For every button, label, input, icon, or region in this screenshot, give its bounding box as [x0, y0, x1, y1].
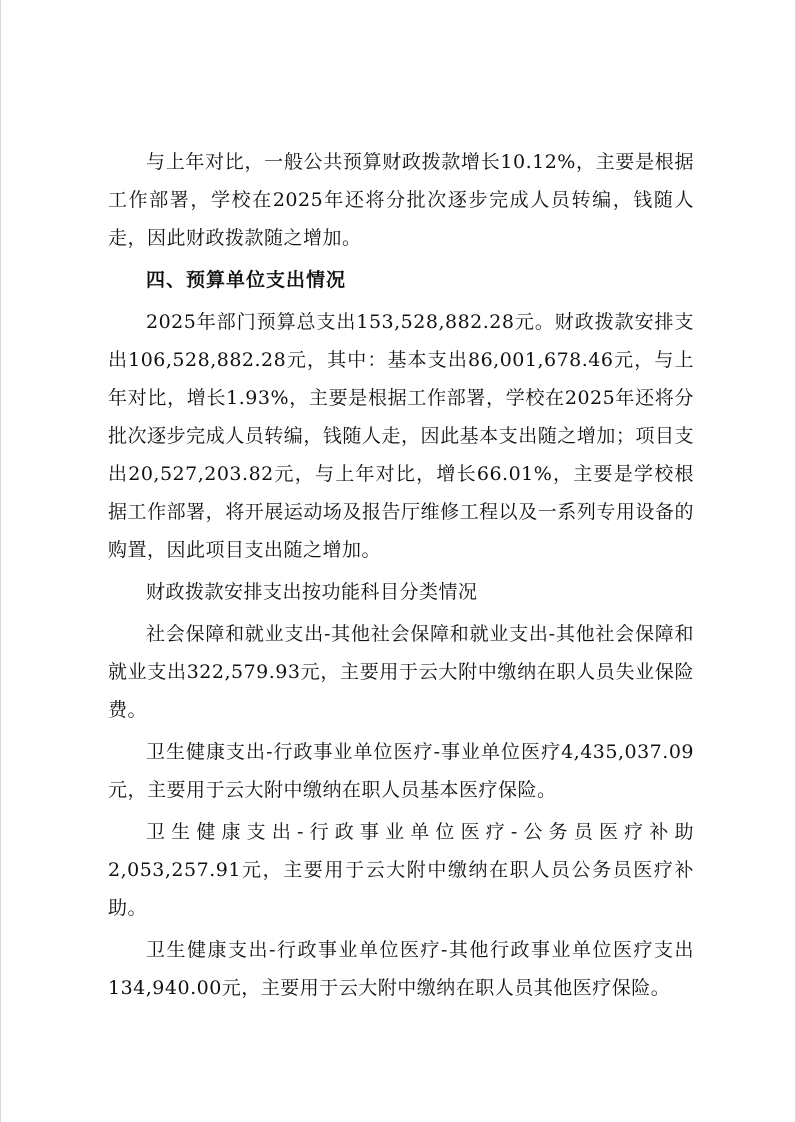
paragraph-other-medical: 卫生健康支出-行政事业单位医疗-其他行政事业单位医疗支出134,940.00元，主要用于云大附中缴纳在职人员其他医疗保险。 — [108, 939, 694, 999]
paragraph-functional-classification: 财政拨款安排支出按功能科目分类情况 — [146, 581, 478, 603]
document-body — [108, 143, 694, 1007]
paragraph-institution-medical: 卫生健康支出-行政事业单位医疗-事业单位医疗4,435,037.09元，主要用于云大附中缴纳在职人员基本医疗保险。 — [108, 741, 694, 801]
paragraph-civil-servant-medical: 卫生健康支出-行政事业单位医疗-公务员医疗补助2,053,257.91元，主要用于云大附中缴纳在职人员公务员医疗补助。 — [108, 821, 694, 919]
paragraph-total-expenditure: 2025年部门预算总支出153,528,882.28元。财政拨款安排支出106,528,882.28元，其中：基本支出86,001,678.46元，与上年对比，增长1.93%，主要是根据工作部署，学校在2025年还将分批次逐步完成人员转编，钱随人走，因此基本支出随之增加；项目支出20,527,203.82元，与上年对比，增长66.01%，主要是学校根据工作部署，将开展运动场及报告厅维修工程以及一系列专用设备的购置，因此项目支出随之增加。 — [108, 311, 694, 561]
paragraph-social-security: 社会保障和就业支出-其他社会保障和就业支出-其他社会保障和就业支出322,579.93元，主要用于云大附中缴纳在职人员失业保险费。 — [108, 623, 694, 721]
section-heading-expenditure: 四、预算单位支出情况 — [146, 269, 347, 291]
paragraph-budget-growth: 与上年对比，一般公共预算财政拨款增长10.12%，主要是根据工作部署，学校在2025年还将分批次逐步完成人员转编，钱随人走，因此财政拨款随之增加。 — [108, 151, 694, 249]
